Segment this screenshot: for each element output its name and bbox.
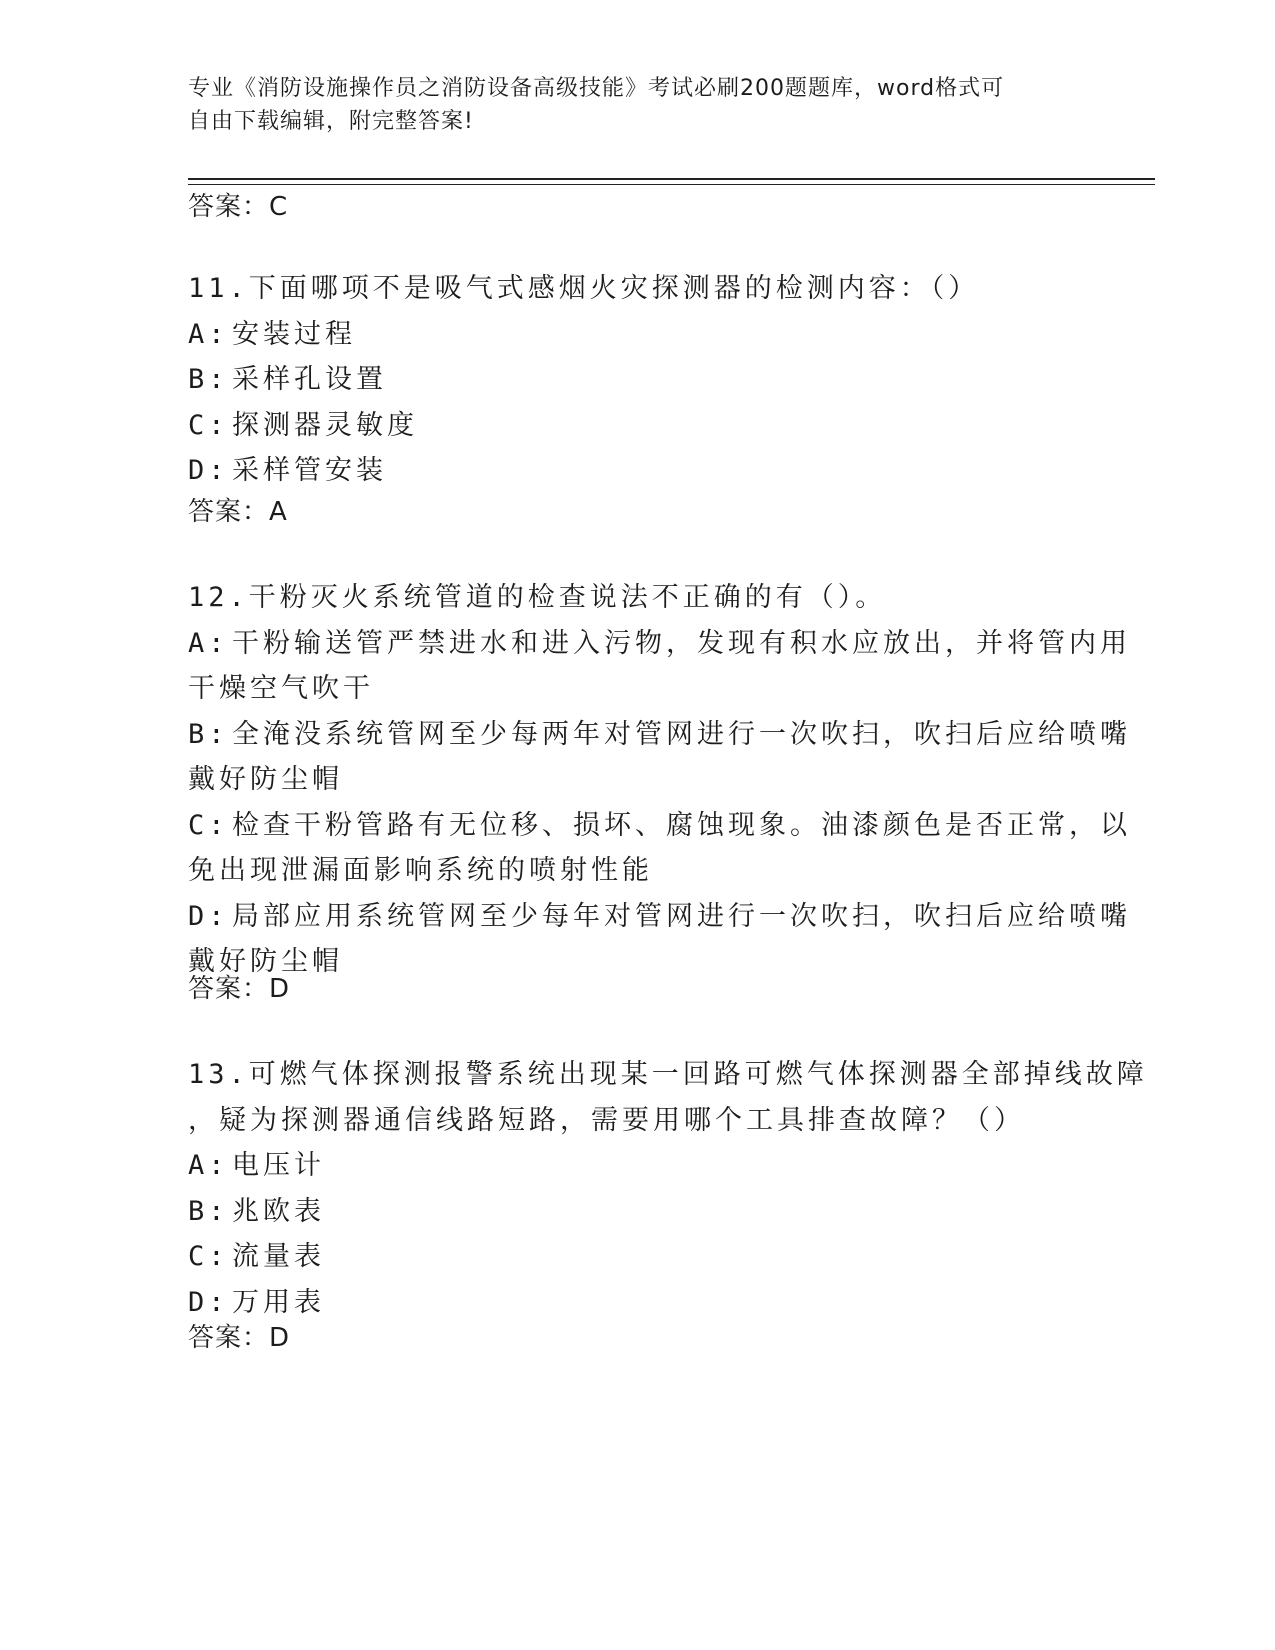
header-rule-thick	[188, 178, 1155, 180]
header-line-2: 自由下载编辑，附完整答案!	[188, 109, 474, 134]
header-line-1: 专业《消防设施操作员之消防设备高级技能》考试必刷200题题库，word格式可	[188, 76, 1005, 101]
document-header	[188, 72, 1068, 138]
question-stem: 13.可燃气体探测报警系统出现某一回路可燃气体探测器全部掉线故障	[188, 1059, 1148, 1090]
option-c-continuation: 免出现泄漏面影响系统的喷射性能	[188, 855, 653, 886]
previous-answer: 答案：C	[188, 192, 289, 222]
option-a: A: 干粉输送管严禁进水和进入污物，发现有积水应放出，并将管内用	[188, 627, 1131, 659]
option-d: D: 局部应用系统管网至少每年对管网进行一次吹扫，吹扫后应给喷嘴	[188, 900, 1131, 932]
option-b-continuation: 戴好防尘帽	[188, 764, 343, 795]
question-13	[188, 1052, 1148, 1325]
answer-11: 答案：A	[188, 497, 288, 527]
question-stem: 11.下面哪项不是吸气式感烟火灾探测器的检测内容：（）	[188, 273, 980, 304]
option-c: C: 流量表	[188, 1241, 325, 1272]
question-11	[188, 266, 1078, 494]
option-d: D: 采样管安装	[188, 455, 387, 486]
answer-13: 答案：D	[188, 1323, 291, 1353]
question-stem-continuation: ，疑为探测器通信线路短路，需要用哪个工具排查故障？（）	[188, 1104, 1025, 1136]
option-c: C: 探测器灵敏度	[188, 409, 418, 441]
option-b: B: 全淹没系统管网至少每两年对管网进行一次吹扫，吹扫后应给喷嘴	[188, 718, 1131, 750]
option-a: A: 安装过程	[188, 318, 356, 350]
option-b: B: 采样孔设置	[188, 364, 387, 395]
answer-12: 答案：D	[188, 974, 291, 1004]
option-c: C: 检查干粉管路有无位移、损坏、腐蚀现象。油漆颜色是否正常，以	[188, 809, 1131, 841]
question-12	[188, 575, 1131, 985]
option-b: B: 兆欧表	[188, 1195, 325, 1227]
header-rule-thin	[188, 184, 1155, 185]
option-a: A: 电压计	[188, 1150, 325, 1181]
option-a-continuation: 干燥空气吹干	[188, 673, 374, 704]
option-d: D: 万用表	[188, 1286, 325, 1318]
option-d-continuation: 戴好防尘帽	[188, 946, 343, 977]
question-stem: 12.干粉灭火系统管道的检查说法不正确的有（）。	[188, 582, 887, 613]
